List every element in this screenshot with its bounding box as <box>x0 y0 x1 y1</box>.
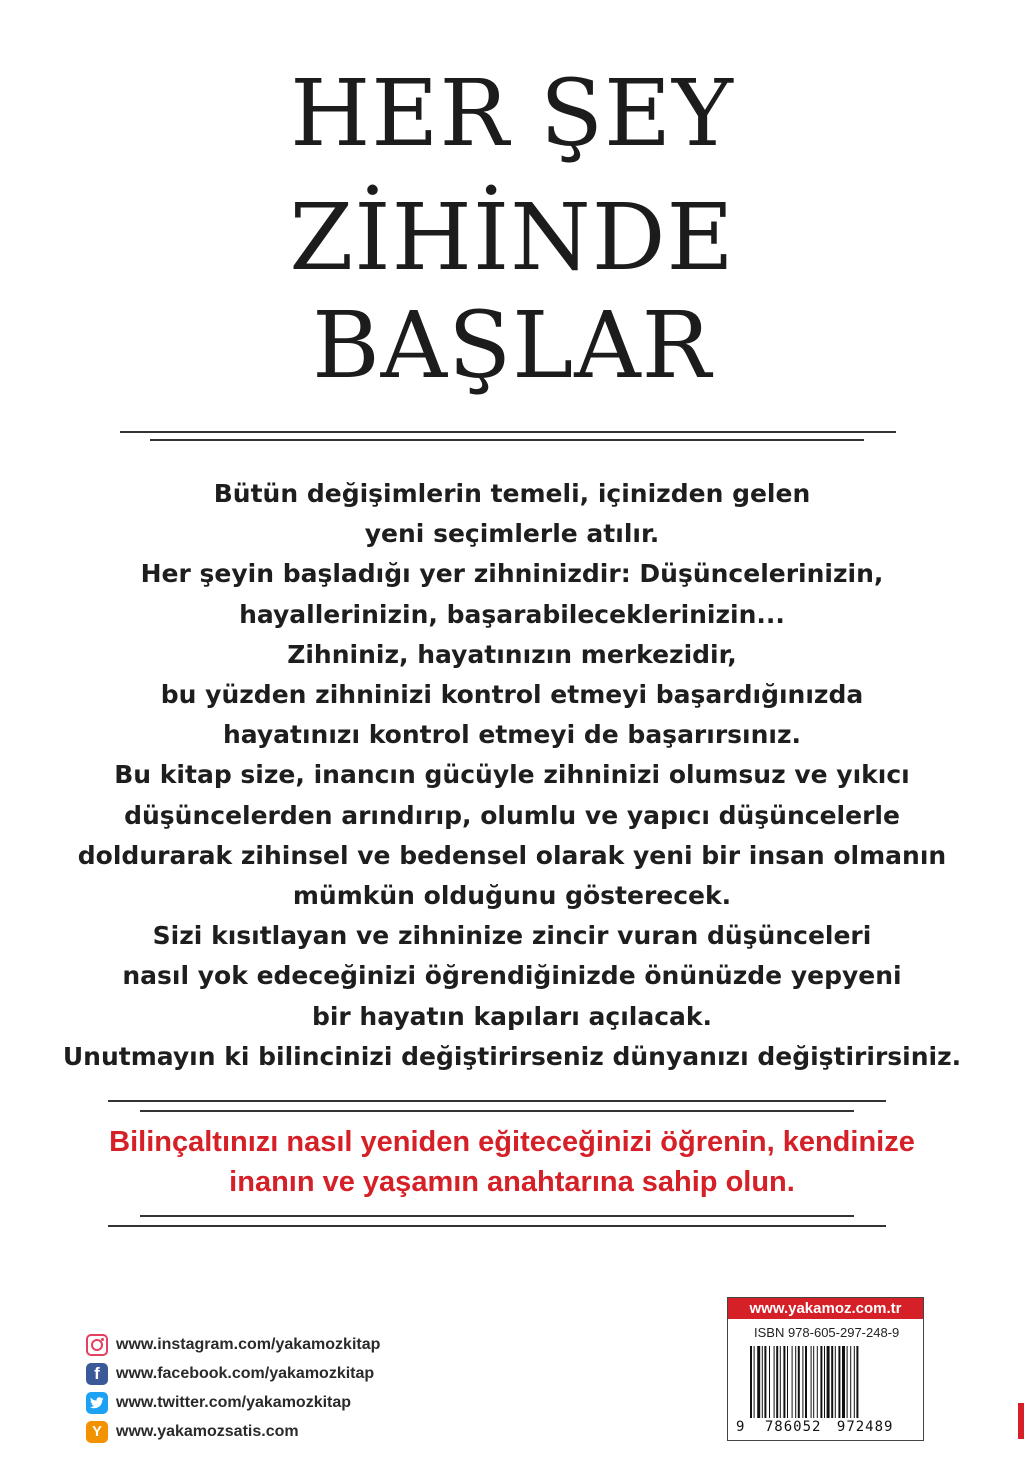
blurb-line: bu yüzden zihninizi kontrol etmeyi başardığınızda <box>160 680 864 710</box>
social-label: www.facebook.com/yakamozkitap <box>116 1364 375 1382</box>
blurb-line: Sizi kısıtlayan ve zihninize zincir vuran düşünceleri <box>152 921 872 951</box>
social-link-twitter[interactable] <box>86 1388 380 1417</box>
title-line-2: ZİHİNDE <box>289 184 735 291</box>
blurb-line: bir hayatın kapıları açılacak. <box>311 1001 713 1031</box>
divider-bottom-inner <box>140 1215 854 1217</box>
social-label: www.twitter.com/yakamozkitap <box>116 1393 352 1411</box>
barcode-digits <box>736 1419 916 1435</box>
barcode-digit-lead: 9 <box>736 1419 746 1435</box>
blurb-line: hayatınızı kontrol etmeyi de başarırsınız. <box>222 720 802 750</box>
blurb-line: Her şeyin başladığı yer zihninizdir: Düşüncelerinizin, <box>140 559 884 589</box>
blurb-line: düşüncelerden arındırıp, olumlu ve yapıcı düşüncelerle <box>124 800 900 830</box>
barcode <box>750 1346 905 1426</box>
blurb-line: doldurarak zihinsel ve bedensel olarak yeni bir insan olmanın <box>77 840 947 870</box>
divider-top-inner <box>150 439 864 441</box>
yakamoz-icon: Y <box>86 1421 108 1443</box>
barcode-digits-left: 786052 <box>764 1419 822 1435</box>
social-links <box>86 1330 380 1446</box>
blurb-line: nasıl yok edeceğinizi öğrendiğinizde önünüzde yepyeni <box>122 961 902 991</box>
social-label: www.instagram.com/yakamozkitap <box>116 1335 381 1353</box>
publisher-website: www.yakamoz.com.tr <box>728 1298 923 1319</box>
blurb-line: Bu kitap size, inancın gücüyle zihninizi olumsuz ve yıkıcı <box>114 760 910 790</box>
blurb-line: Zihniniz, hayatınızın merkezidir, <box>287 639 737 669</box>
divider-top-outer <box>120 431 896 433</box>
edge-mark <box>1018 1403 1024 1439</box>
social-link-instagram[interactable] <box>86 1330 380 1359</box>
barcode-digits-right: 972489 <box>836 1419 894 1435</box>
social-link-facebook[interactable] <box>86 1359 380 1388</box>
title-line-1: HER ŞEY <box>290 60 734 167</box>
tagline <box>60 1122 964 1202</box>
blurb-line: Bütün değişimlerin temeli, içinizden gelen <box>213 479 811 508</box>
instagram-icon <box>86 1334 108 1356</box>
divider-mid-inner <box>140 1110 854 1112</box>
barcode-box <box>727 1297 924 1441</box>
blurb-line: hayallerinizin, başarabileceklerinizin... <box>239 599 785 629</box>
divider-mid-outer <box>108 1100 886 1102</box>
blurb <box>60 474 964 1077</box>
blurb-line: yeni seçimlerle atılır. <box>364 519 660 549</box>
tagline-line: Bilinçaltınızı nasıl yeniden eğiteceğinizi öğrenin, kendinize <box>109 1126 915 1158</box>
tagline-line: inanın ve yaşamın anahtarına sahip olun. <box>229 1166 795 1198</box>
social-link-yakamoz[interactable] <box>86 1417 380 1446</box>
social-label: www.yakamozsatis.com <box>116 1422 299 1440</box>
blurb-line: Unutmayın ki bilincinizi değiştirirseniz dünyanızı değiştirirsiniz. <box>62 1041 962 1071</box>
isbn-text: ISBN 978-605-297-248-9 <box>754 1325 900 1340</box>
divider-bottom-outer <box>108 1225 886 1227</box>
blurb-line: mümkün olduğunu gösterecek. <box>292 881 732 911</box>
facebook-icon: f <box>86 1363 108 1385</box>
twitter-icon <box>86 1392 108 1414</box>
title-line-3: BAŞLAR <box>312 292 712 399</box>
